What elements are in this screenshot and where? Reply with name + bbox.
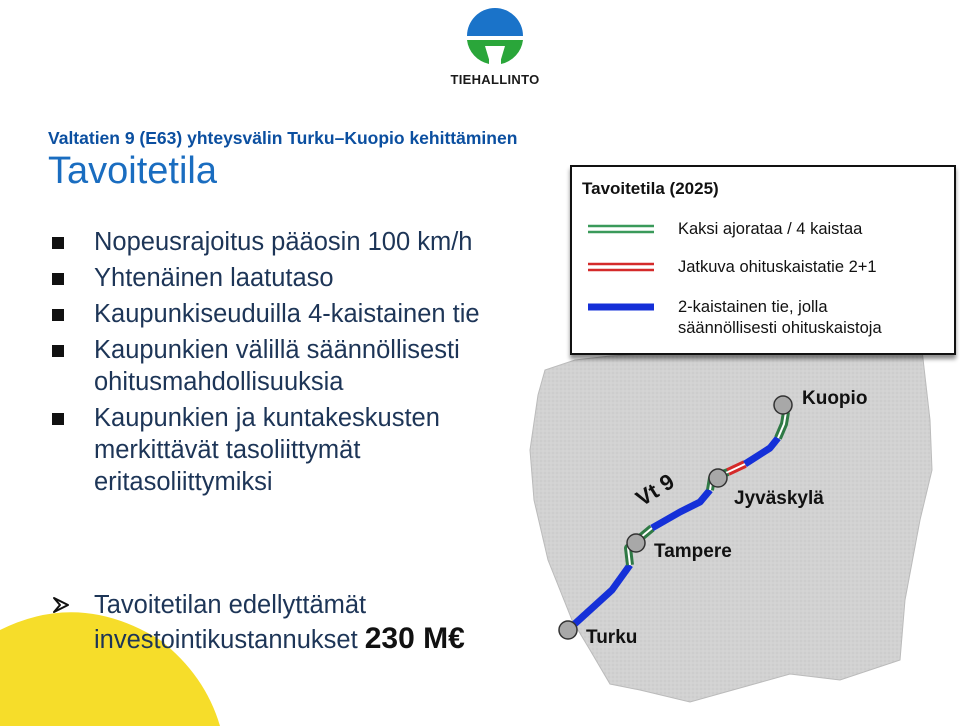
investment-note (52, 588, 594, 657)
legend-title: Tavoitetila (2025) (582, 179, 719, 198)
note-line2: investointikustannukset (94, 626, 358, 654)
square-bullet-icon (52, 273, 64, 285)
city-marker-kuopio (774, 396, 792, 414)
project-title: Valtatien 9 (E63) yhteysvälin Turku–Kuopio kehittäminen (48, 128, 518, 148)
arrow-bullet-icon (52, 596, 72, 614)
list-item: Nopeusrajoitus pääosin 100 km/h (52, 226, 552, 258)
city-label-turku: Turku (586, 627, 638, 648)
note-line1: Tavoitetilan edellyttämät (94, 591, 367, 619)
cost-value: 230 M€ (364, 622, 465, 655)
map-legend: Tavoitetila (2025) Kaksi ajorataa / 4 kaistaa Jatkuva ohituskaistatie 2+1 2-kaistainen tie, jolla säännöllisesti ohituskaistoja (570, 165, 956, 355)
city-label-tampere: Tampere (654, 541, 732, 562)
logo-text: TIEHALLINTO (450, 72, 540, 87)
square-bullet-icon (52, 237, 64, 249)
bullet-list (52, 226, 552, 502)
list-item: Kaupunkien ja kuntakeskusten merkittävät tasoliittymät eritasoliittymiksi (52, 402, 552, 498)
city-label-kuopio: Kuopio (802, 388, 868, 409)
logo-mark-icon (459, 6, 531, 68)
list-item: Kaupunkiseuduilla 4-kaistainen tie (52, 298, 552, 330)
blue-line-icon (588, 302, 654, 312)
double-green-line-icon (588, 223, 654, 235)
list-item: Kaupunkien välillä säännöllisesti ohitusmahdollisuuksia (52, 334, 552, 398)
page-title: Tavoitetila (48, 150, 217, 192)
square-bullet-icon (52, 413, 64, 425)
city-label-jyvaskyla: Jyväskylä (734, 488, 824, 509)
road-label-vt9: Vt 9 (631, 468, 679, 512)
tiehallinto-logo (440, 6, 550, 90)
square-bullet-icon (52, 309, 64, 321)
list-item: Yhtenäinen laatutaso (52, 262, 552, 294)
city-marker-tampere (627, 534, 645, 552)
double-red-line-icon (588, 261, 654, 273)
city-marker-jyvaskyla (709, 469, 727, 487)
square-bullet-icon (52, 345, 64, 357)
